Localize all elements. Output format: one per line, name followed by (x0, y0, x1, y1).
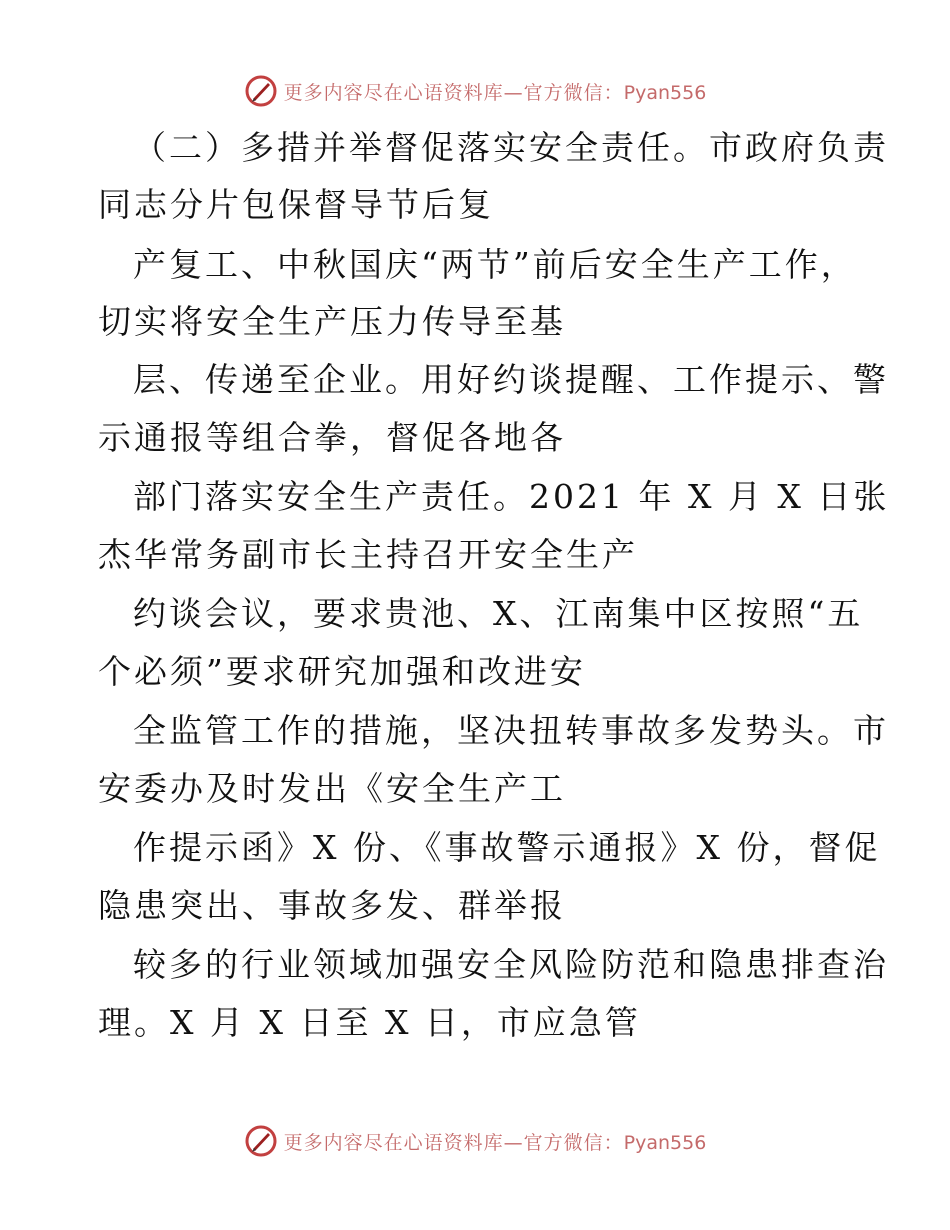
body-line: 作提示函》X 份、《事故警示通报》X 份，督促 (133, 828, 881, 867)
body-line: 理。X 月 X 日至 X 日，市应急管 (98, 1003, 641, 1042)
body-line: 较多的行业领域加强安全风险防范和隐患排查治 (133, 945, 889, 984)
body-line: 切实将安全生产压力传导至基 (98, 302, 566, 341)
body-line: 安委办及时发出《安全生产工 (98, 769, 566, 808)
header-watermark (0, 74, 950, 108)
body-line: （二）多措并举督促落实安全责任。市政府负责 (133, 128, 889, 167)
body-line: 个必须”要求研究加强和改进安 (98, 652, 586, 691)
watermark-text: 更多内容尽在心语资料库—官方微信： (283, 81, 624, 104)
quill-logo-icon (244, 74, 278, 108)
footer-watermark (0, 1124, 950, 1158)
body-line: 约谈会议，要求贵池、X、江南集中区按照“五 (133, 594, 864, 633)
watermark-handle: Pyan556 (623, 1131, 707, 1154)
body-line: 层、传递至企业。用好约谈提醒、工作提示、警 (133, 360, 889, 399)
body-line: 同志分片包保督导节后复 (98, 185, 494, 224)
body-line: 隐患突出、事故多发、群举报 (98, 886, 566, 925)
body-line: 杰华常务副市长主持召开安全生产 (98, 535, 638, 574)
body-line: 示通报等组合拳，督促各地各 (98, 418, 566, 457)
watermark-text: 更多内容尽在心语资料库—官方微信： (283, 1131, 624, 1154)
quill-logo-icon (244, 1124, 278, 1158)
body-line: 部门落实安全生产责任。2021 年 X 月 X 日张 (133, 477, 890, 516)
watermark-handle: Pyan556 (623, 81, 707, 104)
body-line: 全监管工作的措施，坚决扭转事故多发势头。市 (133, 711, 889, 750)
body-line: 产复工、中秋国庆“两节”前后安全生产工作， (133, 245, 857, 284)
